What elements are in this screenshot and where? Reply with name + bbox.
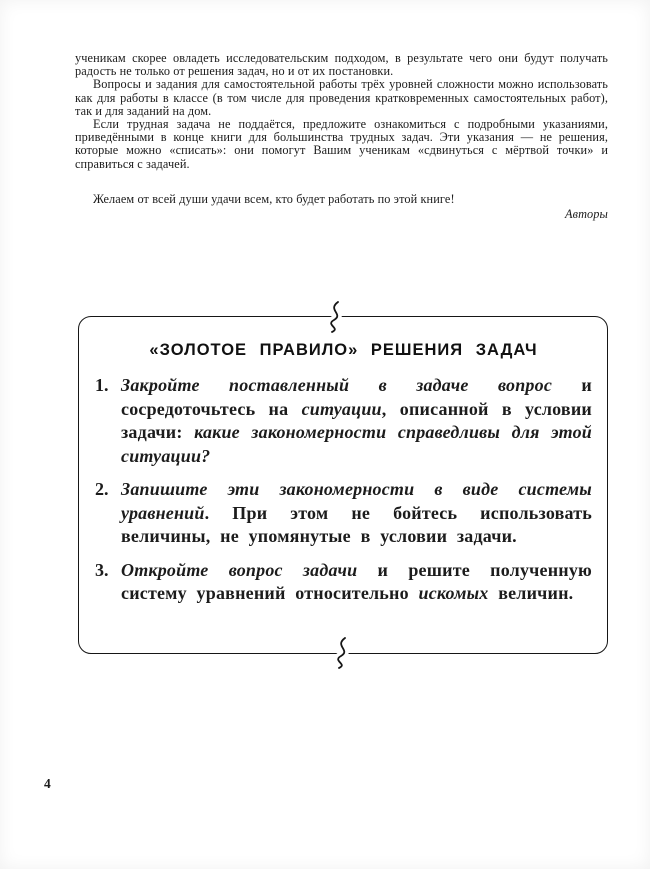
rule-box-title: «ЗОЛОТОЕ ПРАВИЛО» РЕШЕНИЯ ЗАДАЧ bbox=[149, 341, 538, 359]
rule-item-text: Откройте вопрос задачи и решите полученную систему уравнений относительно искомых величин. bbox=[121, 559, 593, 603]
rule-item-text: Запишите эти закономерности в виде системы уравнений. При этом не бойтесь использовать величины, не упомянутые в условии задачи. bbox=[121, 479, 592, 546]
rule-list bbox=[95, 374, 592, 606]
rule-item bbox=[95, 374, 592, 468]
rule-item-number: 3. bbox=[95, 559, 109, 580]
rule-item-number: 2. bbox=[95, 479, 109, 499]
page-number: 4 bbox=[44, 776, 51, 791]
rule-item-text: Закройте поставленный в задаче вопрос и сосредоточьтесь на ситуации, описанной в условии задачи: какие закономерности справедливы для этой ситуации? bbox=[121, 375, 592, 466]
authors-signature: Авторы bbox=[565, 207, 608, 222]
torn-paper-mark-icon bbox=[331, 637, 353, 669]
torn-paper-mark-icon bbox=[324, 301, 346, 333]
rule-item-number: 1. bbox=[95, 375, 109, 395]
golden-rule-box bbox=[78, 316, 608, 654]
intro-paragraph: Если трудная задача не поддаётся, предложите ознакомиться с подробными указаниями, приведёнными в конце книги для большинства трудных задач. Эти указания — не решения, которые можно «списать»: они помогут Вашим ученикам «сдвинуться с мёртвой точки» и справиться с задачей. bbox=[75, 117, 608, 171]
intro-text-block bbox=[75, 52, 608, 221]
intro-paragraph: Вопросы и задания для самостоятельной работы трёх уровней сложности можно использовать как для работы в классе (в том числе для проведения кратковременных самостоятельных работ), так и для заданий на дом. bbox=[75, 77, 608, 118]
rule-item bbox=[95, 478, 592, 549]
intro-paragraph: Желаем от всей души удачи всем, кто будет работать по этой книге! bbox=[93, 191, 455, 206]
rule-item bbox=[95, 559, 592, 606]
intro-paragraph: ученикам скорее овладеть исследовательским подходом, в результате чего они будут получать радость не только от решения задач, но и от их постановки. bbox=[75, 51, 608, 79]
